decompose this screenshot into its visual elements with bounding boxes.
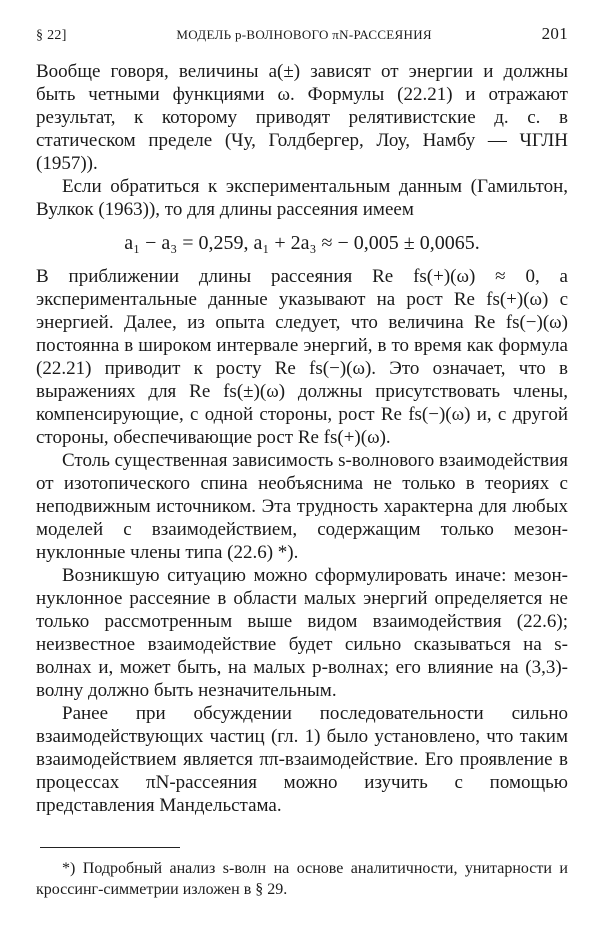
page [36,24,568,900]
running-header [36,24,568,44]
footnote-separator [40,847,180,848]
body-text [36,60,568,817]
page-number: 201 [541,24,568,43]
section-ref: § 22] [36,28,67,43]
paragraph-5: Возникшую ситуацию можно сформулировать иначе: мезон-нуклонное рассеяние в области малых энергий определяется не только рассмотренным выше видом взаимодействия (22.6); неизвестное взаимодействие будет сильно сказываться на s-волнах и, может быть, на малых p-волнах; его влияние на (3,3)-волну должно быть незначительным. [36,565,568,701]
running-title: МОДЕЛЬ p-ВОЛНОВОГО πN-РАССЕЯНИЯ [176,27,432,42]
paragraph-4: Столь существенная зависимость s-волнового взаимодействия от изотопического спина необъяснима не только в теориях с неподвижным источником. Эта трудность характерна для любых моделей с взаимодействием, содержащим только мезон-нуклонные члены типа (22.6) *). [36,450,568,563]
paragraph-6: Ранее при обсуждении последовательности сильно взаимодействующих частиц (гл. 1) было установлено, что таким взаимодействием является ππ-взаимодействие. Его проявление в процессах πN-рассеяния можно изучить с помощью представления Мандельстама. [36,703,568,816]
paragraph-1: Вообще говоря, величины a(±) зависят от энергии и должны быть четными функциями ω. Формулы (22.21) и отражают результат, к которому приводят релятивистские д. с. в статическом пределе (Чу, Голдбергер, Лоу, Намбу — ЧГЛН (1957)). [36,61,568,174]
formula-scattering-lengths: a₁ − a₃ = 0,259, a₁ + 2a₃ ≈ − 0,005 ± 0,0065. [124,232,480,254]
footnote: *) Подробный анализ s-волн на основе аналитичности, унитарности и кроссинг-симметрии изложен в § 29. [36,860,568,898]
paragraph-3: В приближении длины рассеяния Re fs(+)(ω) ≈ 0, а экспериментальные данные указывают на рост Re fs(+)(ω) с энергией. Далее, из опыта следует, что величина Re fs(−)(ω) постоянна в широком интервале энергий, в то время как формула (22.21) приводит к росту Re fs(−)(ω). Это означает, что в выражениях для Re fs(±)(ω) должны присутствовать члены, компенсирующие, с одной стороны, рост Re fs(−)(ω) и, с другой стороны, обеспечивающие рост Re fs(+)(ω). [36,266,568,448]
paragraph-2: Если обратиться к экспериментальным данным (Гамильтон, Вулкок (1963)), то для длины рассеяния имеем [36,176,568,220]
